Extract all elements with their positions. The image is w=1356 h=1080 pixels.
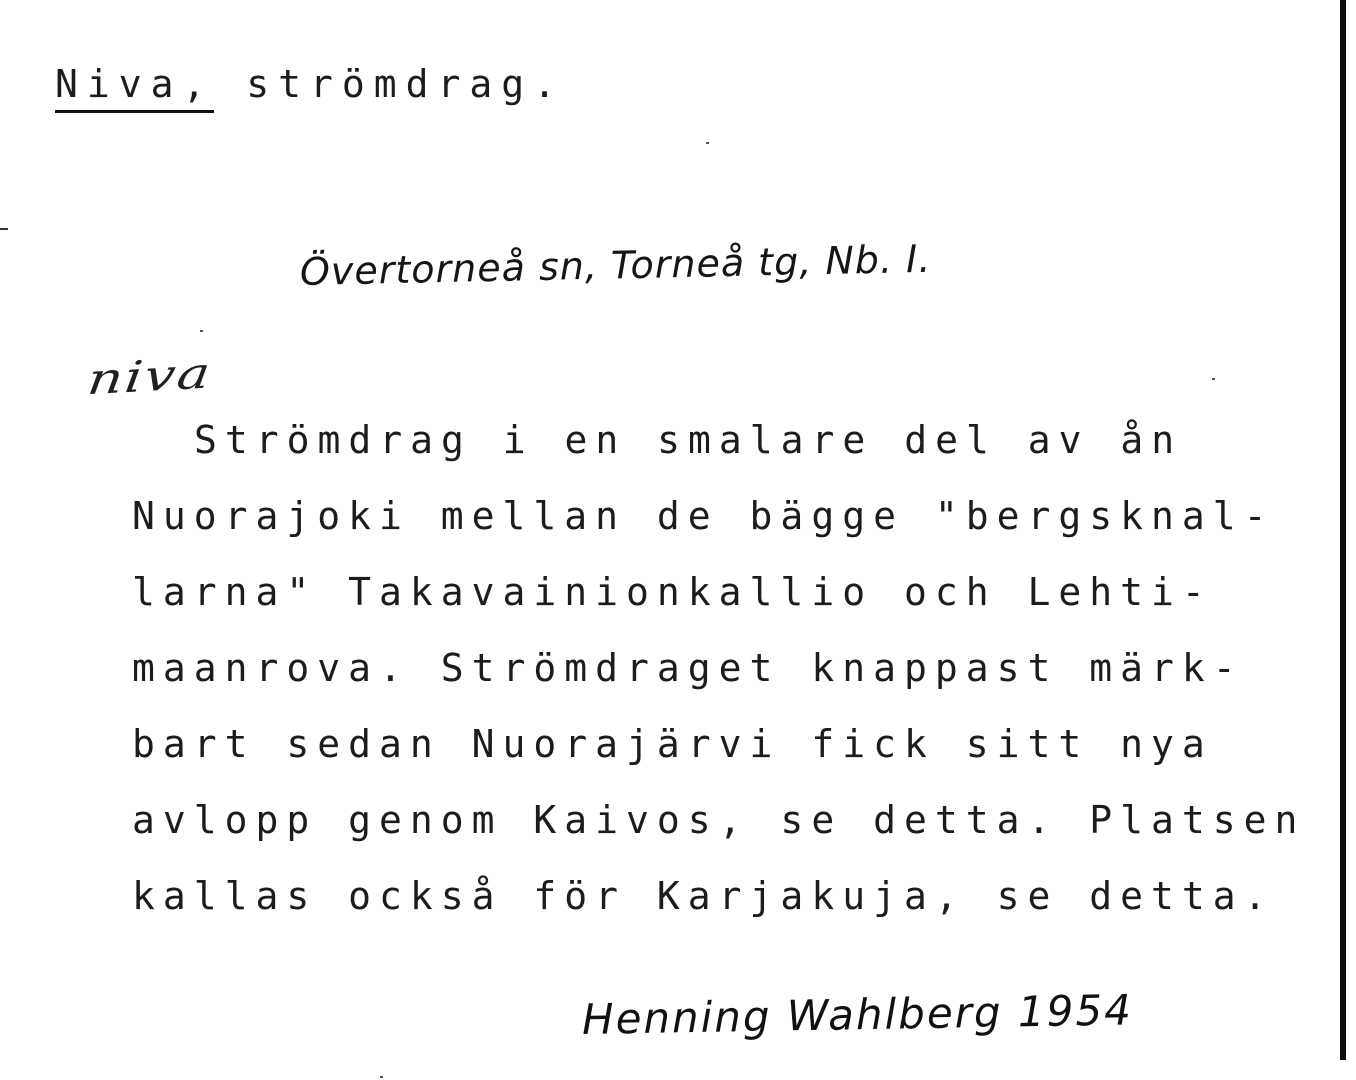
signature: Henning Wahlberg 1954 <box>581 985 1134 1044</box>
paper-speck <box>1212 378 1215 380</box>
description-line: Strömdrag i en smalare del av ån <box>194 418 1183 462</box>
description-line: bart sedan Nuorajärvi fick sitt nya <box>132 722 1213 766</box>
description-line: Nuorajoki mellan de bägge "bergsknal- <box>132 494 1275 538</box>
description-line: maanrova. Strömdraget knappast märk- <box>132 646 1244 690</box>
paper-speck <box>380 1076 383 1078</box>
parish-stamp: Övertorneå sn, Torneå tg, Nb. I. <box>299 236 932 294</box>
paper-speck <box>200 330 203 332</box>
headword: Niva, <box>55 64 214 113</box>
description-line: larna" Takavainionkallio och Lehti- <box>132 570 1213 614</box>
headword-meaning: strömdrag. <box>246 62 566 106</box>
card-edge-border <box>1340 0 1346 1060</box>
headword-line <box>55 62 565 113</box>
description-line: kallas också för Karjakuja, se detta. <box>132 874 1275 918</box>
edge-mark <box>0 228 8 230</box>
description-line: avlopp genom Kaivos, se detta. Platsen <box>132 798 1306 842</box>
paper-speck <box>706 142 709 144</box>
handwritten-form: niva <box>84 347 216 405</box>
